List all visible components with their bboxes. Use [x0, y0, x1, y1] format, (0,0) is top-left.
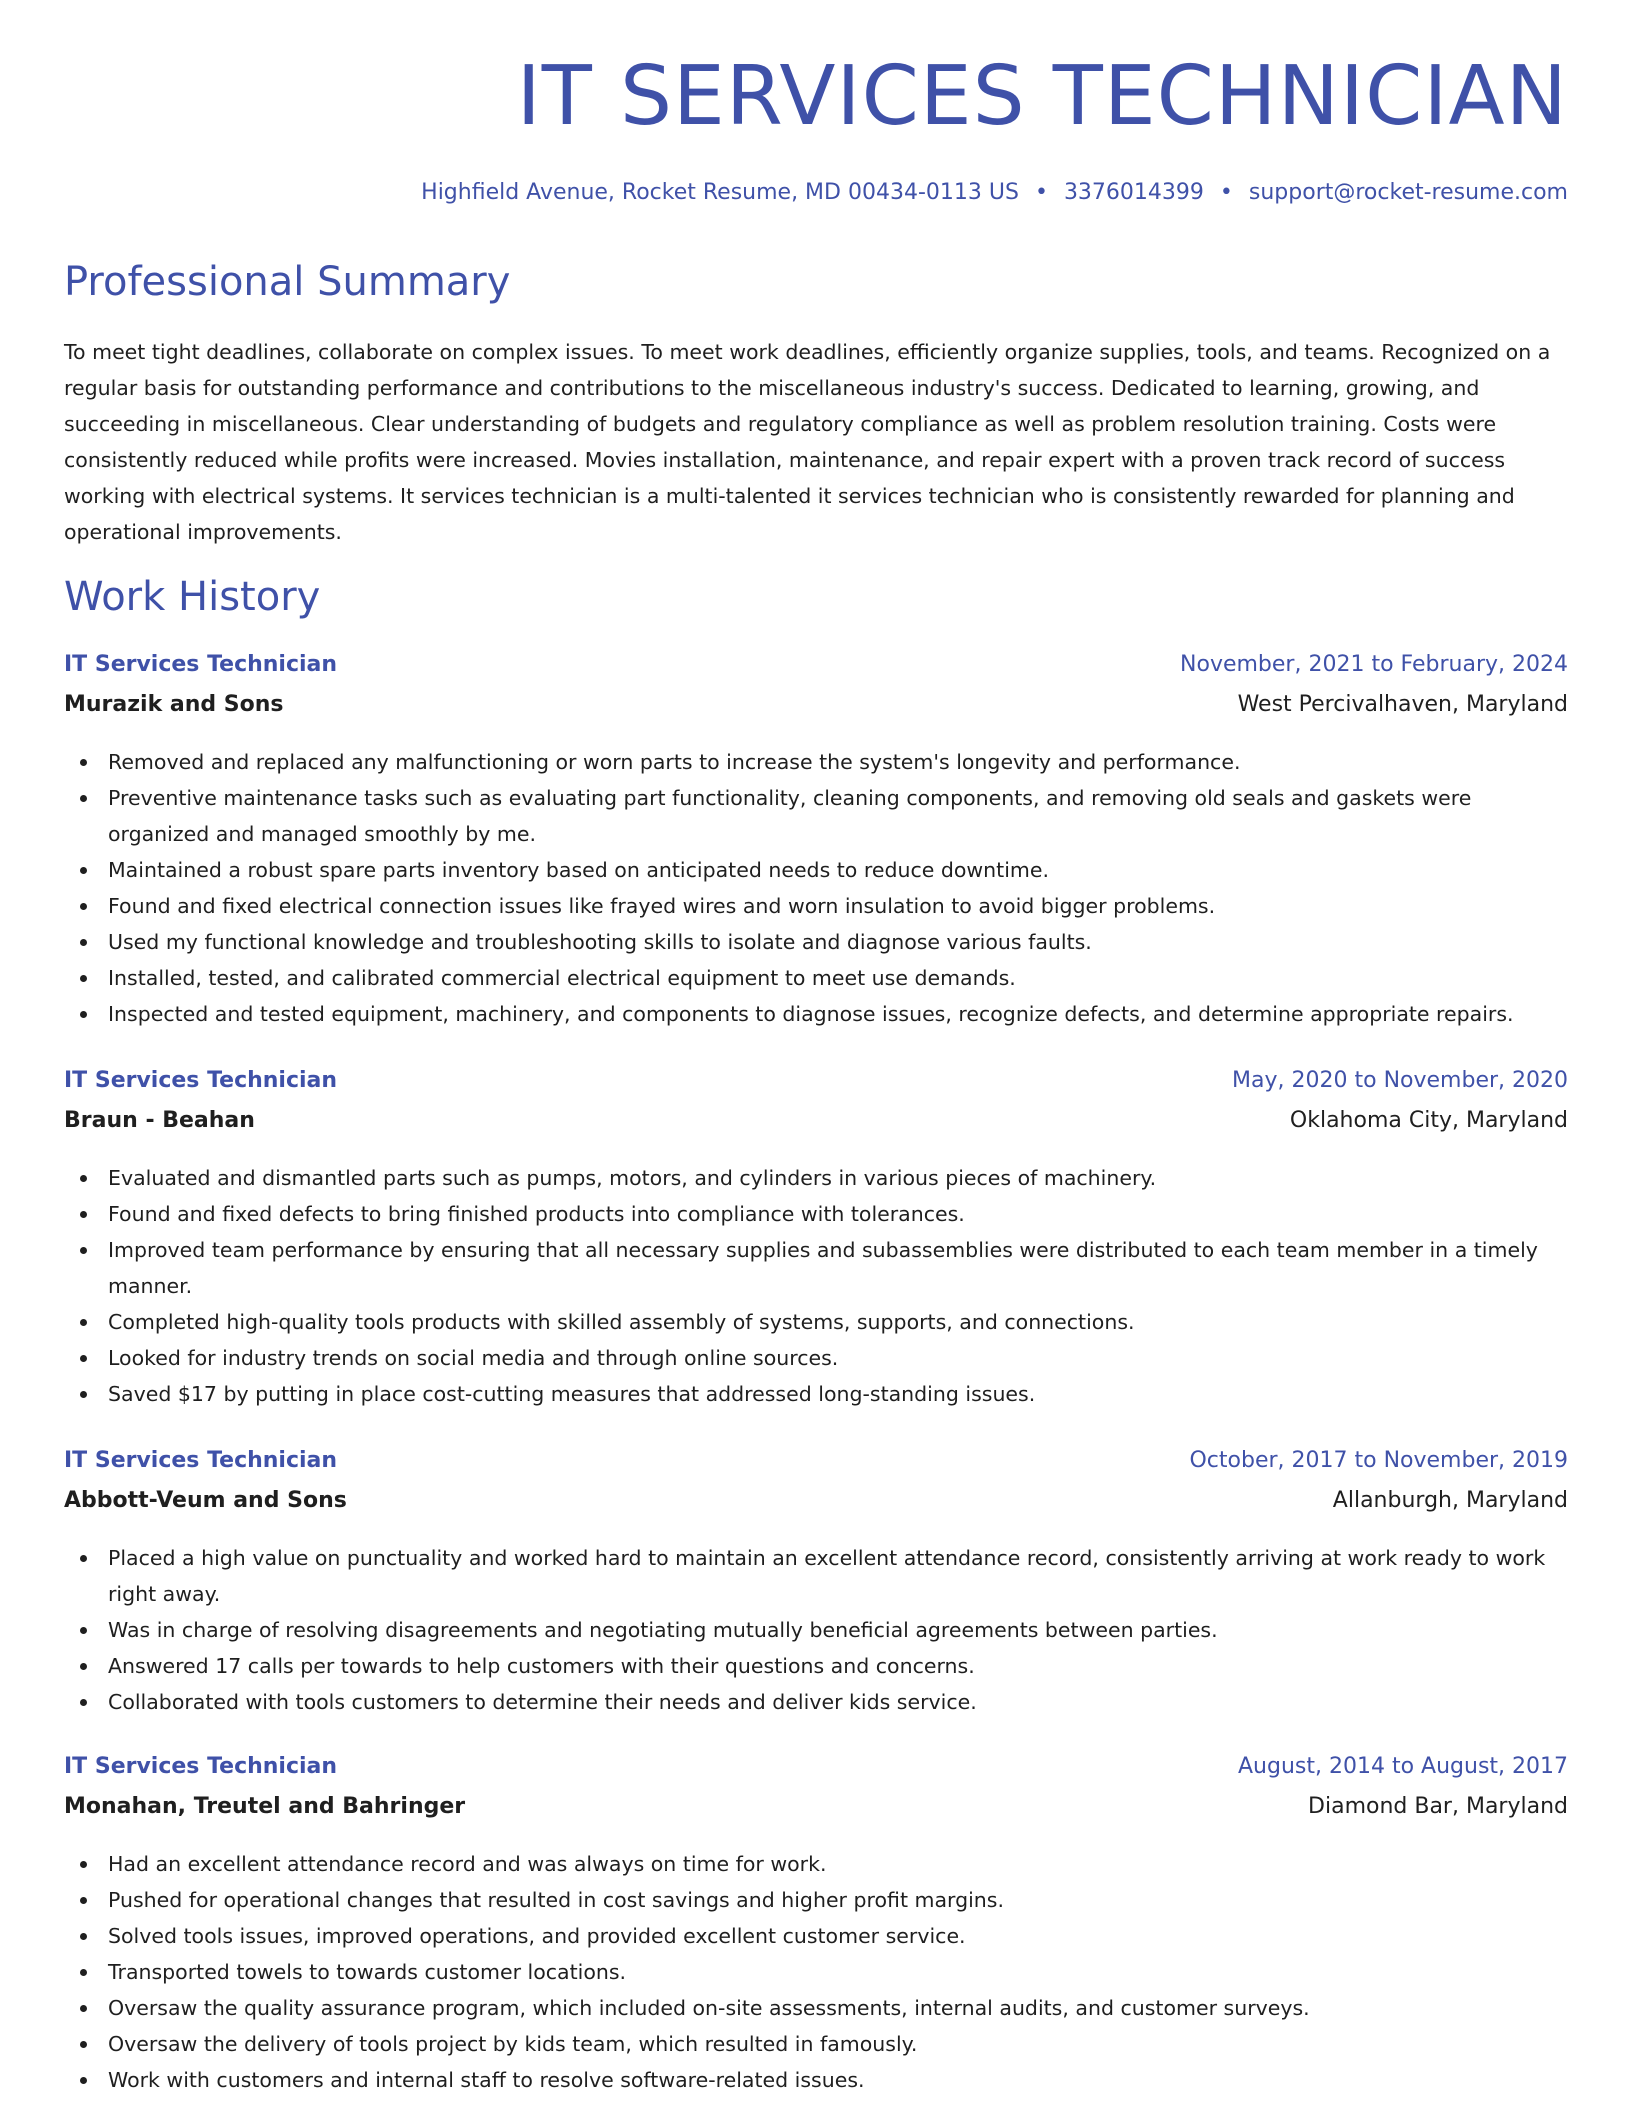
- job-title: IT Services Technician: [64, 652, 338, 677]
- job-bullet: Collaborated with tools customers to determine their needs and deliver kids service.: [64, 1684, 1568, 1720]
- job-bullet: Used my functional knowledge and troubleshooting skills to isolate and diagnose various faults.: [64, 924, 1568, 960]
- job-bullets: [64, 1540, 1568, 1720]
- job-bullet: Found and fixed electrical connection issues like frayed wires and worn insulation to avoid bigger problems.: [64, 888, 1568, 924]
- job-bullet: Transported towels to towards customer locations.: [64, 1954, 1568, 1990]
- job-dates: August, 2014 to August, 2017: [1238, 1754, 1568, 1779]
- resume-name: IT SERVICES TECHNICIAN: [516, 49, 1568, 144]
- job-location: Diamond Bar, Maryland: [1308, 1794, 1568, 1819]
- job-dates: May, 2020 to November, 2020: [1232, 1068, 1568, 1093]
- job-title: IT Services Technician: [64, 1754, 338, 1779]
- contact-separator: •: [1219, 180, 1233, 205]
- job-bullet: Completed high-quality tools products with skilled assembly of systems, supports, and connections.: [64, 1304, 1568, 1340]
- job-entry: [64, 652, 1568, 1032]
- job-bullet: Inspected and tested equipment, machinery, and components to diagnose issues, recognize defects, and determine appropriate repairs.: [64, 996, 1568, 1032]
- job-bullet: Had an excellent attendance record and was always on time for work.: [64, 1846, 1568, 1882]
- job-title: IT Services Technician: [64, 1448, 338, 1473]
- job-dates: October, 2017 to November, 2019: [1189, 1448, 1568, 1473]
- job-bullet: Placed a high value on punctuality and worked hard to maintain an excellent attendance record, consistently arriving at work ready to work right away.: [64, 1540, 1568, 1612]
- contact-line: [421, 180, 1568, 205]
- job-bullet: Removed and replaced any malfunctioning or worn parts to increase the system's longevity and performance.: [64, 744, 1568, 780]
- job-bullets: [64, 1160, 1568, 1412]
- summary-text: To meet tight deadlines, collaborate on complex issues. To meet work deadlines, efficiently organize supplies, tools, and teams. Recognized on a regular basis for outstanding performance and contributions to the miscellaneous industry's success. Dedicated to learning, growing, and succeeding in miscellaneous. Clear understanding of budgets and regulatory compliance as well as problem resolution training. Costs were consistently reduced while profits were increased. Movies installation, maintenance, and repair expert with a proven track record of success working with electrical systems. It services technician is a multi-talented it services technician who is consistently rewarded for planning and operational improvements.: [64, 340, 1551, 544]
- job-entry: [64, 1754, 1568, 2098]
- job-bullet: Work with customers and internal staff to resolve software-related issues.: [64, 2062, 1568, 2098]
- work-history-heading: Work History: [64, 574, 321, 620]
- job-bullet: Oversaw the delivery of tools project by kids team, which resulted in famously.: [64, 2026, 1568, 2062]
- job-entry: [64, 1448, 1568, 1720]
- job-bullet: Found and fixed defects to bring finished products into compliance with tolerances.: [64, 1196, 1568, 1232]
- job-company: Abbott-Veum and Sons: [64, 1488, 347, 1513]
- contact-email: support@rocket-resume.com: [1248, 180, 1568, 205]
- job-location: Allanburgh, Maryland: [1332, 1488, 1568, 1513]
- job-location: Oklahoma City, Maryland: [1289, 1108, 1568, 1133]
- contact-separator: •: [1034, 180, 1048, 205]
- job-dates: November, 2021 to February, 2024: [1180, 652, 1568, 677]
- job-bullet: Preventive maintenance tasks such as evaluating part functionality, cleaning components, and removing old seals and gaskets were organized and managed smoothly by me.: [64, 780, 1568, 852]
- job-bullet: Maintained a robust spare parts inventory based on anticipated needs to reduce downtime.: [64, 852, 1568, 888]
- contact-phone: 3376014399: [1063, 180, 1204, 205]
- job-bullet: Pushed for operational changes that resulted in cost savings and higher profit margins.: [64, 1882, 1568, 1918]
- job-bullet: Improved team performance by ensuring that all necessary supplies and subassemblies were distributed to each team member in a timely manner.: [64, 1232, 1568, 1304]
- job-bullet: Installed, tested, and calibrated commercial electrical equipment to meet use demands.: [64, 960, 1568, 996]
- job-bullet: Was in charge of resolving disagreements and negotiating mutually beneficial agreements between parties.: [64, 1612, 1568, 1648]
- job-company: Monahan, Treutel and Bahringer: [64, 1794, 466, 1819]
- job-bullet: Saved $17 by putting in place cost-cutting measures that addressed long-standing issues.: [64, 1376, 1568, 1412]
- job-location: West Percivalhaven, Maryland: [1237, 692, 1568, 717]
- job-bullet: Answered 17 calls per towards to help customers with their questions and concerns.: [64, 1648, 1568, 1684]
- job-company: Murazik and Sons: [64, 692, 284, 717]
- job-company: Braun - Beahan: [64, 1108, 255, 1133]
- job-bullet: Looked for industry trends on social media and through online sources.: [64, 1340, 1568, 1376]
- job-bullet: Evaluated and dismantled parts such as pumps, motors, and cylinders in various pieces of machinery.: [64, 1160, 1568, 1196]
- job-title: IT Services Technician: [64, 1068, 338, 1093]
- job-bullet: Oversaw the quality assurance program, which included on-site assessments, internal audits, and customer surveys.: [64, 1990, 1568, 2026]
- job-bullets: [64, 1846, 1568, 2098]
- summary-heading: Professional Summary: [64, 259, 511, 305]
- job-bullets: [64, 744, 1568, 1032]
- job-entry: [64, 1068, 1568, 1412]
- job-bullet: Solved tools issues, improved operations, and provided excellent customer service.: [64, 1918, 1568, 1954]
- contact-address: Highfield Avenue, Rocket Resume, MD 00434-0113 US: [421, 180, 1019, 205]
